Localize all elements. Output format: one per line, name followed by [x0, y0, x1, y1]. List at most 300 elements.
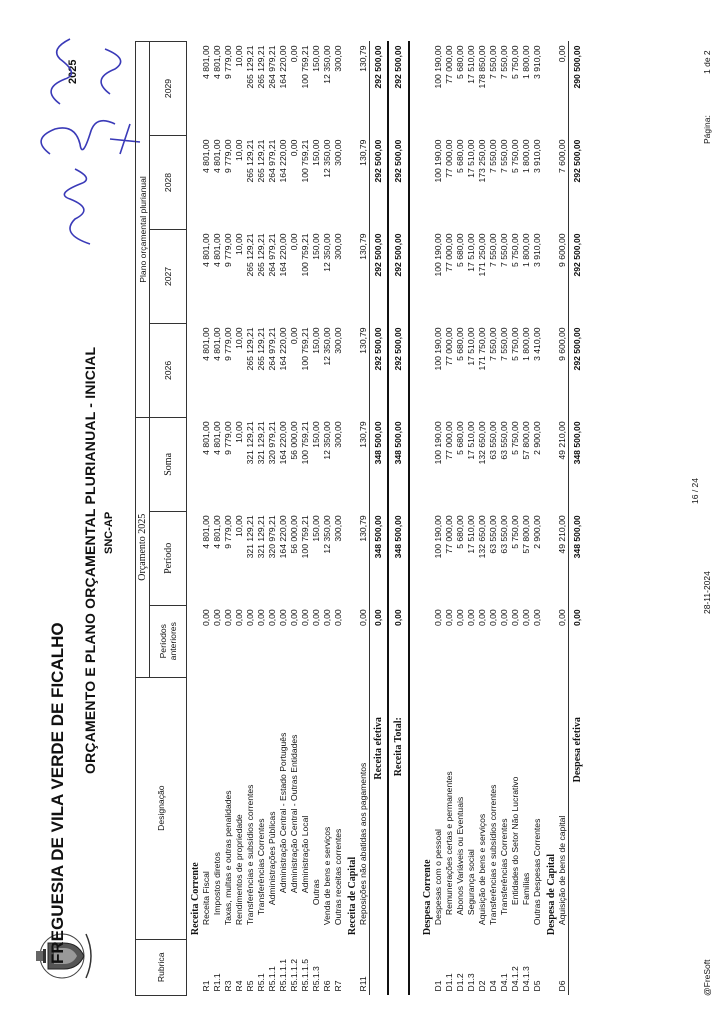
total-value: 292 500,00	[370, 323, 389, 417]
rubrica-code: D6	[557, 980, 567, 992]
total-value: 290 500,00	[569, 42, 587, 136]
row-value: 0,00	[433, 609, 443, 627]
rubrica-code: D4.1	[499, 973, 509, 992]
table-row	[234, 42, 245, 996]
row-value: 264 979,21	[267, 45, 277, 89]
row-value: 17 510,00	[466, 45, 476, 84]
table-row	[510, 42, 521, 996]
row-value: 2 900,00	[532, 421, 542, 455]
budget-table	[135, 41, 586, 996]
col-plano-group: Plano orçamental plurianual	[136, 42, 150, 418]
row-value: 0,00	[358, 609, 368, 627]
rubrica-code: R4	[234, 980, 244, 992]
table-row	[358, 42, 370, 996]
row-value: 100 759,21	[300, 421, 310, 465]
row-value: 17 510,00	[466, 515, 476, 554]
row-value: 265 129,21	[256, 233, 266, 277]
row-value: 77 000,00	[444, 233, 454, 272]
row-value: 0,00	[455, 609, 465, 627]
row-value: 77 000,00	[444, 515, 454, 554]
row-value: 300,00	[333, 421, 343, 448]
row-value: 132 650,00	[477, 421, 487, 465]
section-heading: Receita Corrente	[190, 862, 201, 936]
section-despesa-capital	[543, 42, 557, 996]
rubrica-code: D1.3	[466, 973, 476, 992]
row-value: 5 680,00	[455, 45, 465, 79]
row-value: 321 129,21	[245, 421, 255, 465]
row-value: 4 801,00	[212, 515, 222, 549]
table-row	[466, 42, 477, 996]
section-heading: Despesa de Capital	[546, 854, 557, 936]
row-designation: Abonos Variáveis ou Eventuais	[455, 796, 465, 916]
row-value: 100 759,21	[300, 327, 310, 371]
row-value: 7 550,00	[499, 139, 509, 173]
row-designation: Administração Central - Estado Português	[278, 732, 288, 894]
total-value: 292 500,00	[370, 42, 389, 136]
col-designacao: Designação	[136, 677, 187, 939]
table-row	[212, 42, 223, 996]
row-value: 265 129,21	[245, 327, 255, 371]
row-value: 0,00	[289, 327, 299, 345]
row-value: 0,00	[289, 233, 299, 251]
row-value: 300,00	[333, 327, 343, 354]
row-value: 164 220,00	[278, 45, 288, 89]
table-row	[311, 42, 322, 996]
row-value: 0,00	[444, 609, 454, 627]
row-value: 0,00	[212, 609, 222, 627]
total-value: 0,00	[388, 605, 409, 677]
total-value: 348 500,00	[569, 511, 587, 605]
col-periodos-anteriores: Períodos anteriores	[150, 605, 187, 677]
row-value: 300,00	[333, 515, 343, 542]
page-number: 1 de 2	[702, 50, 712, 74]
row-value: 1 800,00	[521, 233, 531, 267]
rubrica-code: D1	[433, 980, 443, 992]
row-value: 178 850,00	[477, 45, 487, 89]
row-value: 265 129,21	[245, 45, 255, 89]
row-designation: Outras receitas correntes	[333, 828, 343, 926]
section-heading: Receita de Capital	[347, 856, 358, 936]
rubrica-code: R5	[245, 980, 255, 992]
empty-cell	[344, 939, 358, 995]
row-value: 150,00	[311, 327, 321, 354]
row-value: 7 550,00	[488, 233, 498, 267]
row-value: 4 801,00	[212, 45, 222, 79]
rubrica-code: R3	[223, 980, 233, 992]
row-value: 57 800,00	[521, 421, 531, 460]
row-value: 7 550,00	[499, 327, 509, 361]
row-value: 300,00	[333, 139, 343, 166]
row-value: 63 550,00	[488, 421, 498, 460]
row-value: 171 750,00	[477, 327, 487, 371]
col-periodo: Período	[150, 511, 187, 605]
row-value: 9 779,00	[223, 327, 233, 361]
row-value: 12 350,00	[322, 421, 332, 460]
row-value: 10,00	[234, 139, 244, 162]
row-value: 5 750,00	[510, 515, 520, 549]
row-value: 17 510,00	[466, 233, 476, 272]
row-value: 5 680,00	[455, 421, 465, 455]
row-value: 265 129,21	[256, 327, 266, 371]
row-value: 77 000,00	[444, 327, 454, 366]
rubrica-code: R5.1.1	[267, 966, 277, 992]
row-value: 150,00	[311, 139, 321, 166]
row-value: 9 779,00	[223, 139, 233, 173]
row-value: 7 550,00	[499, 233, 509, 267]
row-value: 0,00	[289, 45, 299, 63]
receita-efetiva-row	[370, 42, 389, 996]
row-value: 9 600,00	[557, 233, 567, 267]
row-value: 2 900,00	[532, 515, 542, 549]
row-value: 0,00	[557, 609, 567, 627]
row-designation: Outras	[311, 879, 321, 906]
row-value: 4 801,00	[201, 327, 211, 361]
row-value: 3 910,00	[532, 139, 542, 173]
row-value: 63 550,00	[488, 515, 498, 554]
row-value: 0,00	[477, 609, 487, 627]
table-row	[201, 42, 212, 996]
row-value: 0,00	[532, 609, 542, 627]
row-value: 5 680,00	[455, 515, 465, 549]
rubrica-code: R7	[333, 980, 343, 992]
table-row	[223, 42, 234, 996]
row-designation: Entidades do Setor Não Lucrativo	[510, 776, 520, 906]
row-value: 10,00	[234, 327, 244, 349]
rubrica-code: R5.1	[256, 973, 266, 992]
rubrica-code: D2	[477, 980, 487, 992]
col-2027: 2027	[150, 229, 187, 323]
section-receita-corrente	[187, 42, 202, 996]
row-value: 12 350,00	[322, 45, 332, 84]
total-label: Receita efetiva	[370, 677, 389, 995]
row-designation: Transferências Correntes	[256, 818, 266, 916]
rubrica-code: R5.1.1.2	[289, 959, 299, 992]
row-value: 100 759,21	[300, 45, 310, 89]
rubrica-code: D4	[488, 980, 498, 992]
table-row	[333, 42, 344, 996]
row-value: 56 000,00	[289, 515, 299, 554]
row-value: 100 190,00	[433, 233, 443, 277]
row-value: 1 800,00	[521, 327, 531, 361]
row-value: 3 910,00	[532, 45, 542, 79]
table-row	[532, 42, 543, 996]
row-value: 100 759,21	[300, 233, 310, 277]
table-row	[488, 42, 499, 996]
rubrica-code: R11	[358, 976, 368, 992]
total-value: 0,00	[569, 605, 587, 677]
row-value: 0,00	[234, 609, 244, 627]
empty-cell	[543, 939, 557, 995]
row-value: 63 550,00	[499, 515, 509, 554]
row-value: 100 190,00	[433, 515, 443, 559]
row-value: 0,00	[289, 139, 299, 157]
document-subtitle: ORÇAMENTO E PLANO ORÇAMENTAL PLURIANUAL - INICIAL	[82, 346, 98, 774]
row-value: 0,00	[289, 609, 299, 627]
row-value: 164 220,00	[278, 421, 288, 465]
rubrica-code: R5.1.1.5	[300, 959, 310, 992]
row-value: 4 801,00	[201, 45, 211, 79]
row-value: 7 550,00	[499, 45, 509, 79]
sheet-counter: 16 / 24	[690, 478, 700, 504]
row-value: 7 600,00	[557, 139, 567, 173]
row-value: 10,00	[234, 515, 244, 537]
row-value: 264 979,21	[267, 233, 277, 277]
row-value: 264 979,21	[267, 327, 277, 371]
row-value: 130,79	[358, 233, 368, 260]
row-value: 4 801,00	[212, 233, 222, 267]
total-value: 348 500,00	[569, 417, 587, 511]
rubrica-code: R5.1.1.1	[278, 959, 288, 992]
row-value: 10,00	[234, 233, 244, 255]
total-value: 348 500,00	[370, 417, 389, 511]
row-value: 3 410,00	[532, 327, 542, 361]
table-row	[322, 42, 333, 996]
row-value: 7 550,00	[488, 45, 498, 79]
total-value: 292 500,00	[388, 42, 409, 136]
table-row	[256, 42, 267, 996]
total-value: 348 500,00	[388, 417, 409, 511]
col-orcamento-group: Orçamento 2025	[136, 417, 150, 677]
row-value: 264 979,21	[267, 139, 277, 183]
row-designation: Reposições não abatidas aos pagamentos	[358, 762, 368, 926]
row-designation: Despesas com o pessoal	[433, 829, 443, 926]
total-value: 292 500,00	[370, 136, 389, 230]
row-value: 12 350,00	[322, 233, 332, 272]
section-heading: Despesa Corrente	[422, 859, 433, 936]
row-value: 10,00	[234, 421, 244, 443]
software-name: @FreSoft	[702, 959, 712, 996]
row-value: 100 190,00	[433, 327, 443, 371]
row-designation: Outras Despesas Correntes	[532, 818, 542, 926]
row-value: 0,00	[521, 609, 531, 627]
row-value: 5 750,00	[510, 139, 520, 173]
table-row	[300, 42, 311, 996]
row-value: 0,00	[488, 609, 498, 627]
row-value: 63 550,00	[499, 421, 509, 460]
rubrica-code: R1.1	[212, 973, 222, 992]
row-designation: Transferências e subsídios correntes	[245, 784, 255, 926]
row-value: 265 129,21	[256, 139, 266, 183]
accounting-standard: SNC-AP	[103, 511, 115, 554]
total-value: 292 500,00	[569, 136, 587, 230]
row-value: 321 129,21	[256, 421, 266, 465]
col-soma: Soma	[150, 417, 187, 511]
row-value: 0,00	[201, 609, 211, 627]
row-value: 3 910,00	[532, 233, 542, 267]
total-value: 292 500,00	[388, 323, 409, 417]
row-designation: Remunerações certas e permanentes	[444, 771, 454, 916]
row-value: 100 190,00	[433, 421, 443, 465]
table-row	[278, 42, 289, 996]
row-value: 130,79	[358, 421, 368, 448]
row-value: 265 129,21	[245, 139, 255, 183]
row-value: 9 779,00	[223, 233, 233, 267]
budget-year: 2025	[67, 59, 79, 84]
table-row	[289, 42, 300, 996]
row-designation: Aquisição de bens de capital	[557, 815, 567, 926]
row-value: 1 800,00	[521, 139, 531, 173]
row-value: 0,00	[333, 609, 343, 627]
row-value: 0,00	[557, 45, 567, 63]
row-designation: Administrações Públicas	[267, 811, 277, 906]
total-value: 292 500,00	[370, 229, 389, 323]
row-value: 5 750,00	[510, 327, 520, 361]
table-row	[433, 42, 444, 996]
report-date: 28-11-2024	[702, 571, 712, 614]
rubrica-code: D1.1	[444, 973, 454, 992]
page-label: Página:	[702, 115, 712, 144]
table-row	[499, 42, 510, 996]
total-value: 292 500,00	[569, 229, 587, 323]
total-value: 0,00	[370, 605, 389, 677]
row-value: 100 190,00	[433, 45, 443, 89]
col-2028: 2028	[150, 136, 187, 230]
budget-table-body	[187, 42, 587, 996]
parish-title: FREGUESIA DE VILA VERDE DE FICALHO	[48, 622, 67, 964]
rubrica-code: R1	[201, 980, 211, 992]
total-value: 292 500,00	[388, 136, 409, 230]
row-value: 300,00	[333, 233, 343, 260]
row-value: 300,00	[333, 45, 343, 72]
row-value: 100 759,21	[300, 515, 310, 559]
row-value: 5 750,00	[510, 233, 520, 267]
row-value: 4 801,00	[212, 327, 222, 361]
row-value: 150,00	[311, 45, 321, 72]
rubrica-code: R5.1.3	[311, 966, 321, 992]
row-designation: Administração Central - Outras Entidades	[289, 734, 299, 894]
rubrica-code: D4.1.2	[510, 966, 520, 992]
row-value: 4 801,00	[201, 233, 211, 267]
row-value: 150,00	[311, 233, 321, 260]
row-value: 1 800,00	[521, 45, 531, 79]
rubrica-code: D5	[532, 980, 542, 992]
despesa-efetiva-row	[569, 42, 587, 996]
row-value: 5 750,00	[510, 421, 520, 455]
spacer-row	[409, 42, 419, 996]
receita-total-row	[388, 42, 409, 996]
row-designation: Venda de bens e serviços	[322, 826, 332, 926]
row-value: 12 350,00	[322, 515, 332, 554]
row-value: 0,00	[245, 609, 255, 627]
row-designation: Famílias	[521, 872, 531, 906]
row-value: 130,79	[358, 45, 368, 72]
table-row	[245, 42, 256, 996]
row-value: 0,00	[322, 609, 332, 627]
table-row	[521, 42, 532, 996]
row-value: 5 680,00	[455, 233, 465, 267]
row-value: 9 779,00	[223, 45, 233, 79]
row-value: 0,00	[510, 609, 520, 627]
row-value: 164 220,00	[278, 327, 288, 371]
row-value: 150,00	[311, 421, 321, 448]
row-value: 150,00	[311, 515, 321, 542]
row-value: 4 801,00	[212, 421, 222, 455]
row-value: 321 129,21	[256, 515, 266, 559]
table-row	[444, 42, 455, 996]
row-designation: Administração Local	[300, 815, 310, 894]
row-value: 130,79	[358, 515, 368, 542]
rubrica-code: D4.1.3	[521, 966, 531, 992]
row-value: 0,00	[311, 609, 321, 627]
col-rubrica: Rubrica	[136, 939, 187, 995]
row-value: 17 510,00	[466, 327, 476, 366]
empty-cell	[419, 939, 433, 995]
row-value: 10,00	[234, 45, 244, 68]
row-value: 171 250,00	[477, 233, 487, 277]
row-value: 49 210,00	[557, 421, 567, 460]
rubrica-code: D1.2	[455, 973, 465, 992]
row-value: 0,00	[223, 609, 233, 627]
col-2026: 2026	[150, 323, 187, 417]
row-value: 164 220,00	[278, 139, 288, 183]
table-row	[267, 42, 278, 996]
col-2029: 2029	[150, 42, 187, 136]
row-value: 5 680,00	[455, 139, 465, 173]
row-designation: Receita Fiscal	[201, 871, 211, 926]
row-value: 265 129,21	[256, 45, 266, 89]
row-value: 77 000,00	[444, 45, 454, 84]
total-value: 348 500,00	[370, 511, 389, 605]
row-designation: Transferências e subsídios correntes	[488, 784, 498, 926]
section-despesa-corrente	[419, 42, 433, 996]
total-value: 292 500,00	[569, 323, 587, 417]
row-value: 77 000,00	[444, 139, 454, 178]
handwritten-signatures	[20, 14, 150, 254]
row-value: 17 510,00	[466, 139, 476, 178]
row-designation: Transferências Correntes	[499, 818, 509, 916]
row-value: 4 801,00	[201, 515, 211, 549]
row-designation: Aquisição de bens e serviços	[477, 813, 487, 926]
row-value: 7 550,00	[488, 139, 498, 173]
row-value: 4 801,00	[212, 139, 222, 173]
row-value: 7 550,00	[488, 327, 498, 361]
row-value: 132 650,00	[477, 515, 487, 559]
row-designation: Impostos diretos	[212, 852, 222, 916]
section-receita-capital	[344, 42, 358, 996]
row-value: 0,00	[499, 609, 509, 627]
row-value: 17 510,00	[466, 421, 476, 460]
row-value: 5 750,00	[510, 45, 520, 79]
total-value: 292 500,00	[388, 229, 409, 323]
row-value: 100 759,21	[300, 139, 310, 183]
total-value: 348 500,00	[388, 511, 409, 605]
row-value: 0,00	[300, 609, 310, 627]
row-value: 9 779,00	[223, 421, 233, 455]
empty-cell	[187, 939, 202, 995]
total-label: Receita Total:	[388, 677, 409, 995]
table-row	[477, 42, 488, 996]
row-value: 130,79	[358, 327, 368, 354]
row-value: 100 190,00	[433, 139, 443, 183]
row-value: 164 220,00	[278, 515, 288, 559]
row-value: 0,00	[267, 609, 277, 627]
row-value: 5 680,00	[455, 327, 465, 361]
row-value: 0,00	[256, 609, 266, 627]
table-row	[557, 42, 569, 996]
row-value: 164 220,00	[278, 233, 288, 277]
row-value: 57 800,00	[521, 515, 531, 554]
row-value: 56 000,00	[289, 421, 299, 460]
row-value: 130,79	[358, 139, 368, 166]
row-value: 9 779,00	[223, 515, 233, 549]
row-value: 77 000,00	[444, 421, 454, 460]
rubrica-code: R6	[322, 980, 332, 992]
row-value: 265 129,21	[245, 233, 255, 277]
row-designation: Segurança social	[466, 849, 476, 916]
row-value: 12 350,00	[322, 327, 332, 366]
row-value: 173 250,00	[477, 139, 487, 183]
row-value: 320 979,21	[267, 421, 277, 465]
